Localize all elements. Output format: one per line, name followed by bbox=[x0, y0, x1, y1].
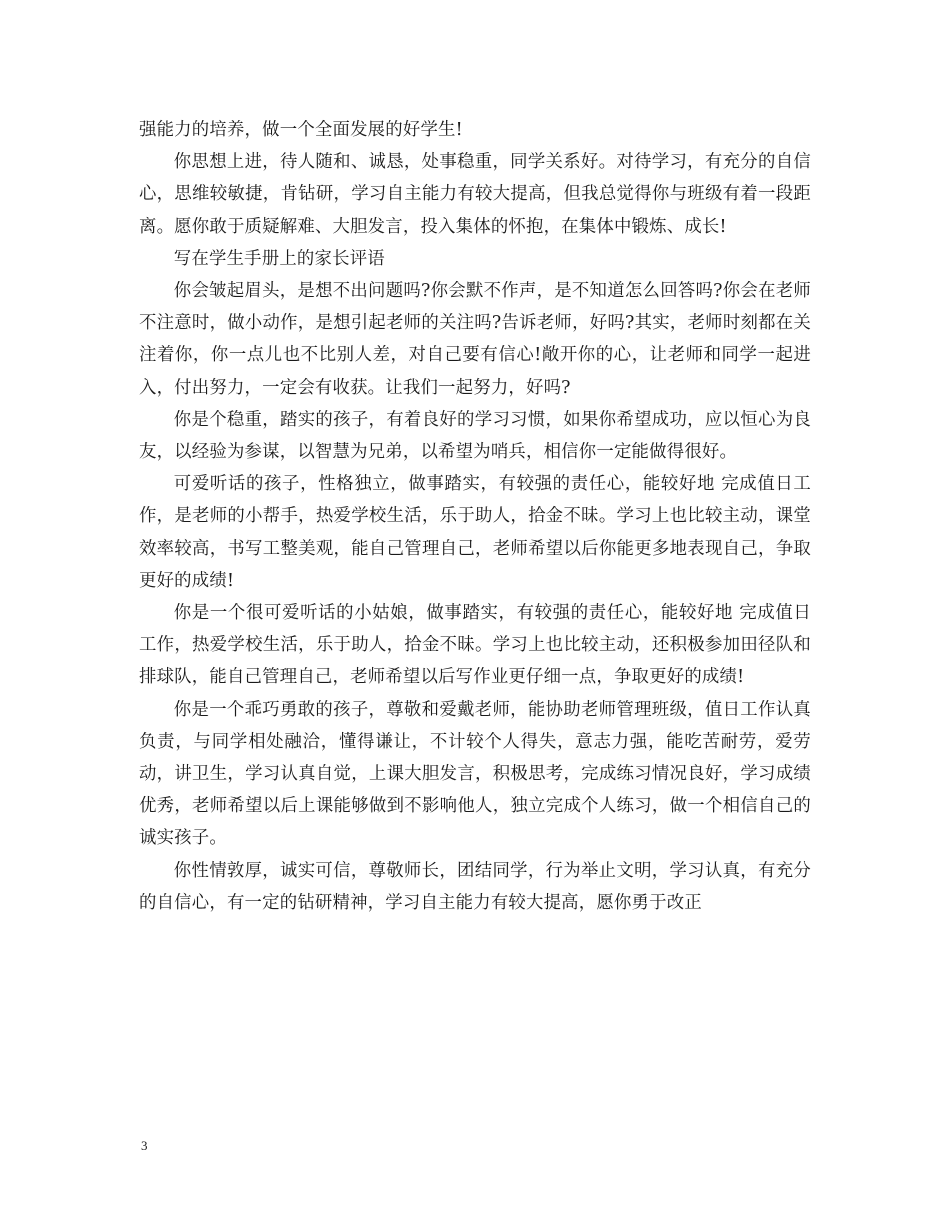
paragraph: 你是个稳重，踏实的孩子，有着良好的学习习惯，如果你希望成功，应以恒心为良友，以经验为参谋，以智慧为兄弟，以希望为哨兵，相信你一定能做得很好。 bbox=[139, 409, 811, 463]
paragraph: 你是一个乖巧勇敢的孩子，尊敬和爱戴老师，能协助老师管理班级，值日工作认真负责，与同学相处融洽，懂得谦让，不计较个人得失，意志力强，能吃苦耐劳，爱劳动，讲卫生，学习认真自觉，上课大胆发言，积极思考，完成练习情况良好，学习成绩优秀，老师希望以后上课能够做到不影响他人，独立完成个人练习，做一个相信自己的诚实孩子。 bbox=[139, 699, 811, 849]
paragraph: 你会皱起眉头，是想不出问题吗?你会默不作声，是不知道怎么回答吗?你会在老师不注意时，做小动作，是想引起老师的关注吗?告诉老师，好吗?其实，老师时刻都在关注着你，你一点儿也不比别人差，对自己要有信心!敞开你的心，让老师和同学一起进入，付出努力，一定会有收获。让我们一起努力，好吗? bbox=[139, 281, 811, 398]
paragraph: 你思想上进，待人随和、诚恳，处事稳重，同学关系好。对待学习，有充分的自信心，思维较敏捷，肯钻研，学习自主能力有较大提高，但我总觉得你与班级有着一段距离。愿你敢于质疑解难、大胆发言，投入集体的怀抱，在集体中锻炼、成长! bbox=[139, 152, 811, 237]
paragraph-continuation: 强能力的培养，做一个全面发展的好学生! bbox=[139, 120, 463, 140]
paragraph: 你是一个很可爱听话的小姑娘，做事踏实，有较强的责任心，能较好地 完成值日工作，热爱学校生活，乐于助人，拾金不昧。学习上也比较主动，还积极参加田径队和排球队，能自己管理自己，老师希望以后写作业更仔细一点，争取更好的成绩! bbox=[139, 603, 811, 688]
page-number: 3 bbox=[141, 1138, 148, 1153]
section-heading: 写在学生手册上的家长评语 bbox=[173, 248, 385, 269]
paragraph: 你性情敦厚，诚实可信，尊敬师长，团结同学，行为举止文明，学习认真，有充分的自信心，有一定的钻研精神，学习自主能力有较大提高，愿你勇于改正 bbox=[139, 860, 811, 913]
document-body bbox=[139, 114, 811, 919]
paragraph: 可爱听话的孩子，性格独立，做事踏实，有较强的责任心，能较好地 完成值日工作，是老师的小帮手，热爱学校生活，乐于助人，拾金不昧。学习上也比较主动，课堂效率较高，书写工整美观，能自己管理自己，老师希望以后你能更多地表现自己，争取更好的成绩! bbox=[139, 474, 811, 591]
